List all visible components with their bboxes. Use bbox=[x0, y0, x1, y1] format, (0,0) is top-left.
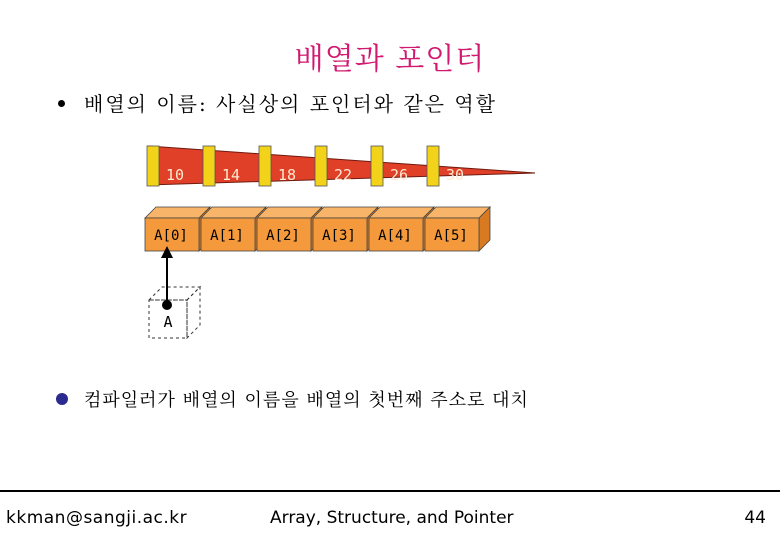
array-element-label: A[2] bbox=[266, 228, 300, 244]
address-value-tag bbox=[371, 146, 408, 186]
bullet-text-1: 배열의 이름: 사실상의 포인터와 같은 역할 bbox=[84, 92, 497, 116]
footer-course-title: Array, Structure, and Pointer bbox=[270, 508, 514, 528]
array-element-label: A[5] bbox=[434, 228, 468, 244]
address-value-tag bbox=[427, 146, 464, 186]
array-element-label: A[4] bbox=[378, 228, 412, 244]
address-value-label: 22 bbox=[333, 166, 353, 184]
array-element-box bbox=[369, 207, 434, 251]
address-value-label: 10 bbox=[165, 166, 185, 184]
address-value-label: 18 bbox=[277, 166, 297, 184]
array-element-box bbox=[313, 207, 378, 251]
array-element-label: A[1] bbox=[210, 228, 244, 244]
address-value-tag bbox=[315, 146, 352, 186]
address-value-label: 26 bbox=[389, 166, 409, 184]
slide-title: 배열과 포인터 bbox=[294, 42, 486, 77]
array-element-box bbox=[201, 207, 266, 251]
address-value-label: 14 bbox=[221, 166, 241, 184]
array-element-box bbox=[425, 207, 490, 251]
pointer-variable-box bbox=[149, 287, 200, 338]
array-element-label: A[3] bbox=[322, 228, 356, 244]
array-element-box bbox=[145, 207, 210, 251]
bullet-circle-icon bbox=[56, 393, 68, 405]
footer-email: kkman@sangji.ac.kr bbox=[6, 508, 188, 528]
pointer-label: A bbox=[163, 313, 173, 331]
footer-divider bbox=[0, 490, 780, 492]
bullet-text-2: 컴파일러가 배열의 이름을 배열의 첫번째 주소로 대치 bbox=[84, 390, 529, 411]
page-number: 44 bbox=[744, 508, 766, 528]
array-element-label: A[0] bbox=[154, 228, 188, 244]
pointer-dot bbox=[162, 300, 172, 310]
array-element-box bbox=[257, 207, 322, 251]
address-value-label: 30 bbox=[445, 166, 465, 184]
address-value-tag bbox=[259, 146, 296, 186]
